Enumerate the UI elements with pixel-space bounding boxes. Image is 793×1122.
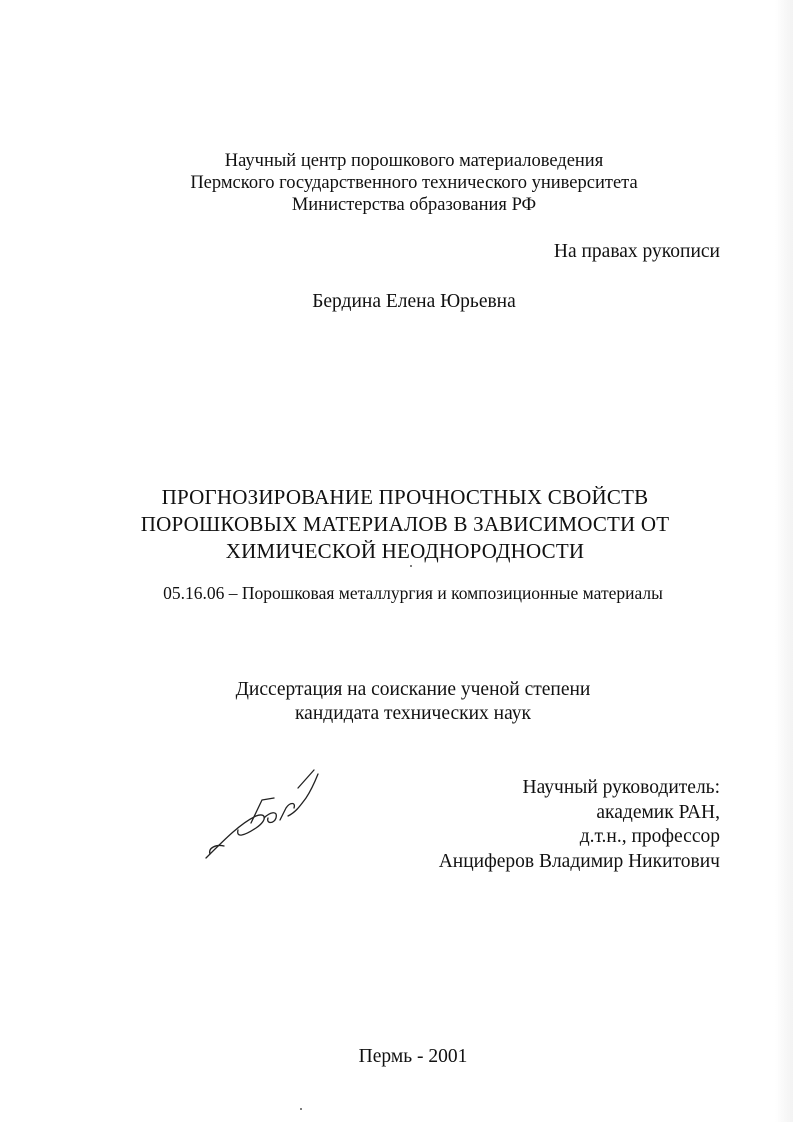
supervisor-line: Научный руководитель: [522, 777, 720, 798]
specialty-text: 05.16.06 – Порошковая металлургия и композиционные материалы [163, 583, 663, 603]
institution-header [0, 150, 793, 216]
scan-speck [300, 1108, 302, 1110]
specialty-code [0, 582, 793, 604]
title-line: ХИМИЧЕСКОЙ НЕОДНОРОДНОСТИ [225, 539, 585, 563]
supervisor-line: Анциферов Владимир Никитович [438, 850, 720, 872]
degree-line: кандидата технических наук [295, 703, 531, 724]
institution-line: Министерства образования РФ [291, 195, 537, 215]
handwritten-signature [196, 768, 326, 863]
city-year [0, 1045, 793, 1069]
supervisor-line: д.т.н., профессор [579, 826, 720, 847]
thesis-title [0, 484, 793, 565]
title-line: ПРОГНОЗИРОВАНИЕ ПРОЧНОСТНЫХ СВОЙСТВ [161, 485, 649, 509]
manuscript-note [554, 240, 720, 264]
degree-line: Диссертация на соискание ученой степени [235, 679, 591, 700]
institution-line: Научный центр порошкового материаловедения [224, 151, 604, 171]
institution-line: Пермского государственного технического университета [190, 173, 638, 193]
author-name-text: Бердина Елена Юрьевна [312, 291, 516, 312]
city-year-text: Пермь - 2001 [358, 1046, 468, 1067]
degree-statement [0, 678, 793, 726]
manuscript-note-text: На правах рукописи [553, 241, 720, 262]
title-line: ПОРОШКОВЫХ МАТЕРИАЛОВ В ЗАВИСИМОСТИ ОТ [140, 512, 670, 536]
supervisor-info [439, 776, 720, 874]
supervisor-line: академик РАН, [596, 801, 720, 823]
author-name [0, 290, 793, 314]
scan-speck [410, 565, 412, 567]
